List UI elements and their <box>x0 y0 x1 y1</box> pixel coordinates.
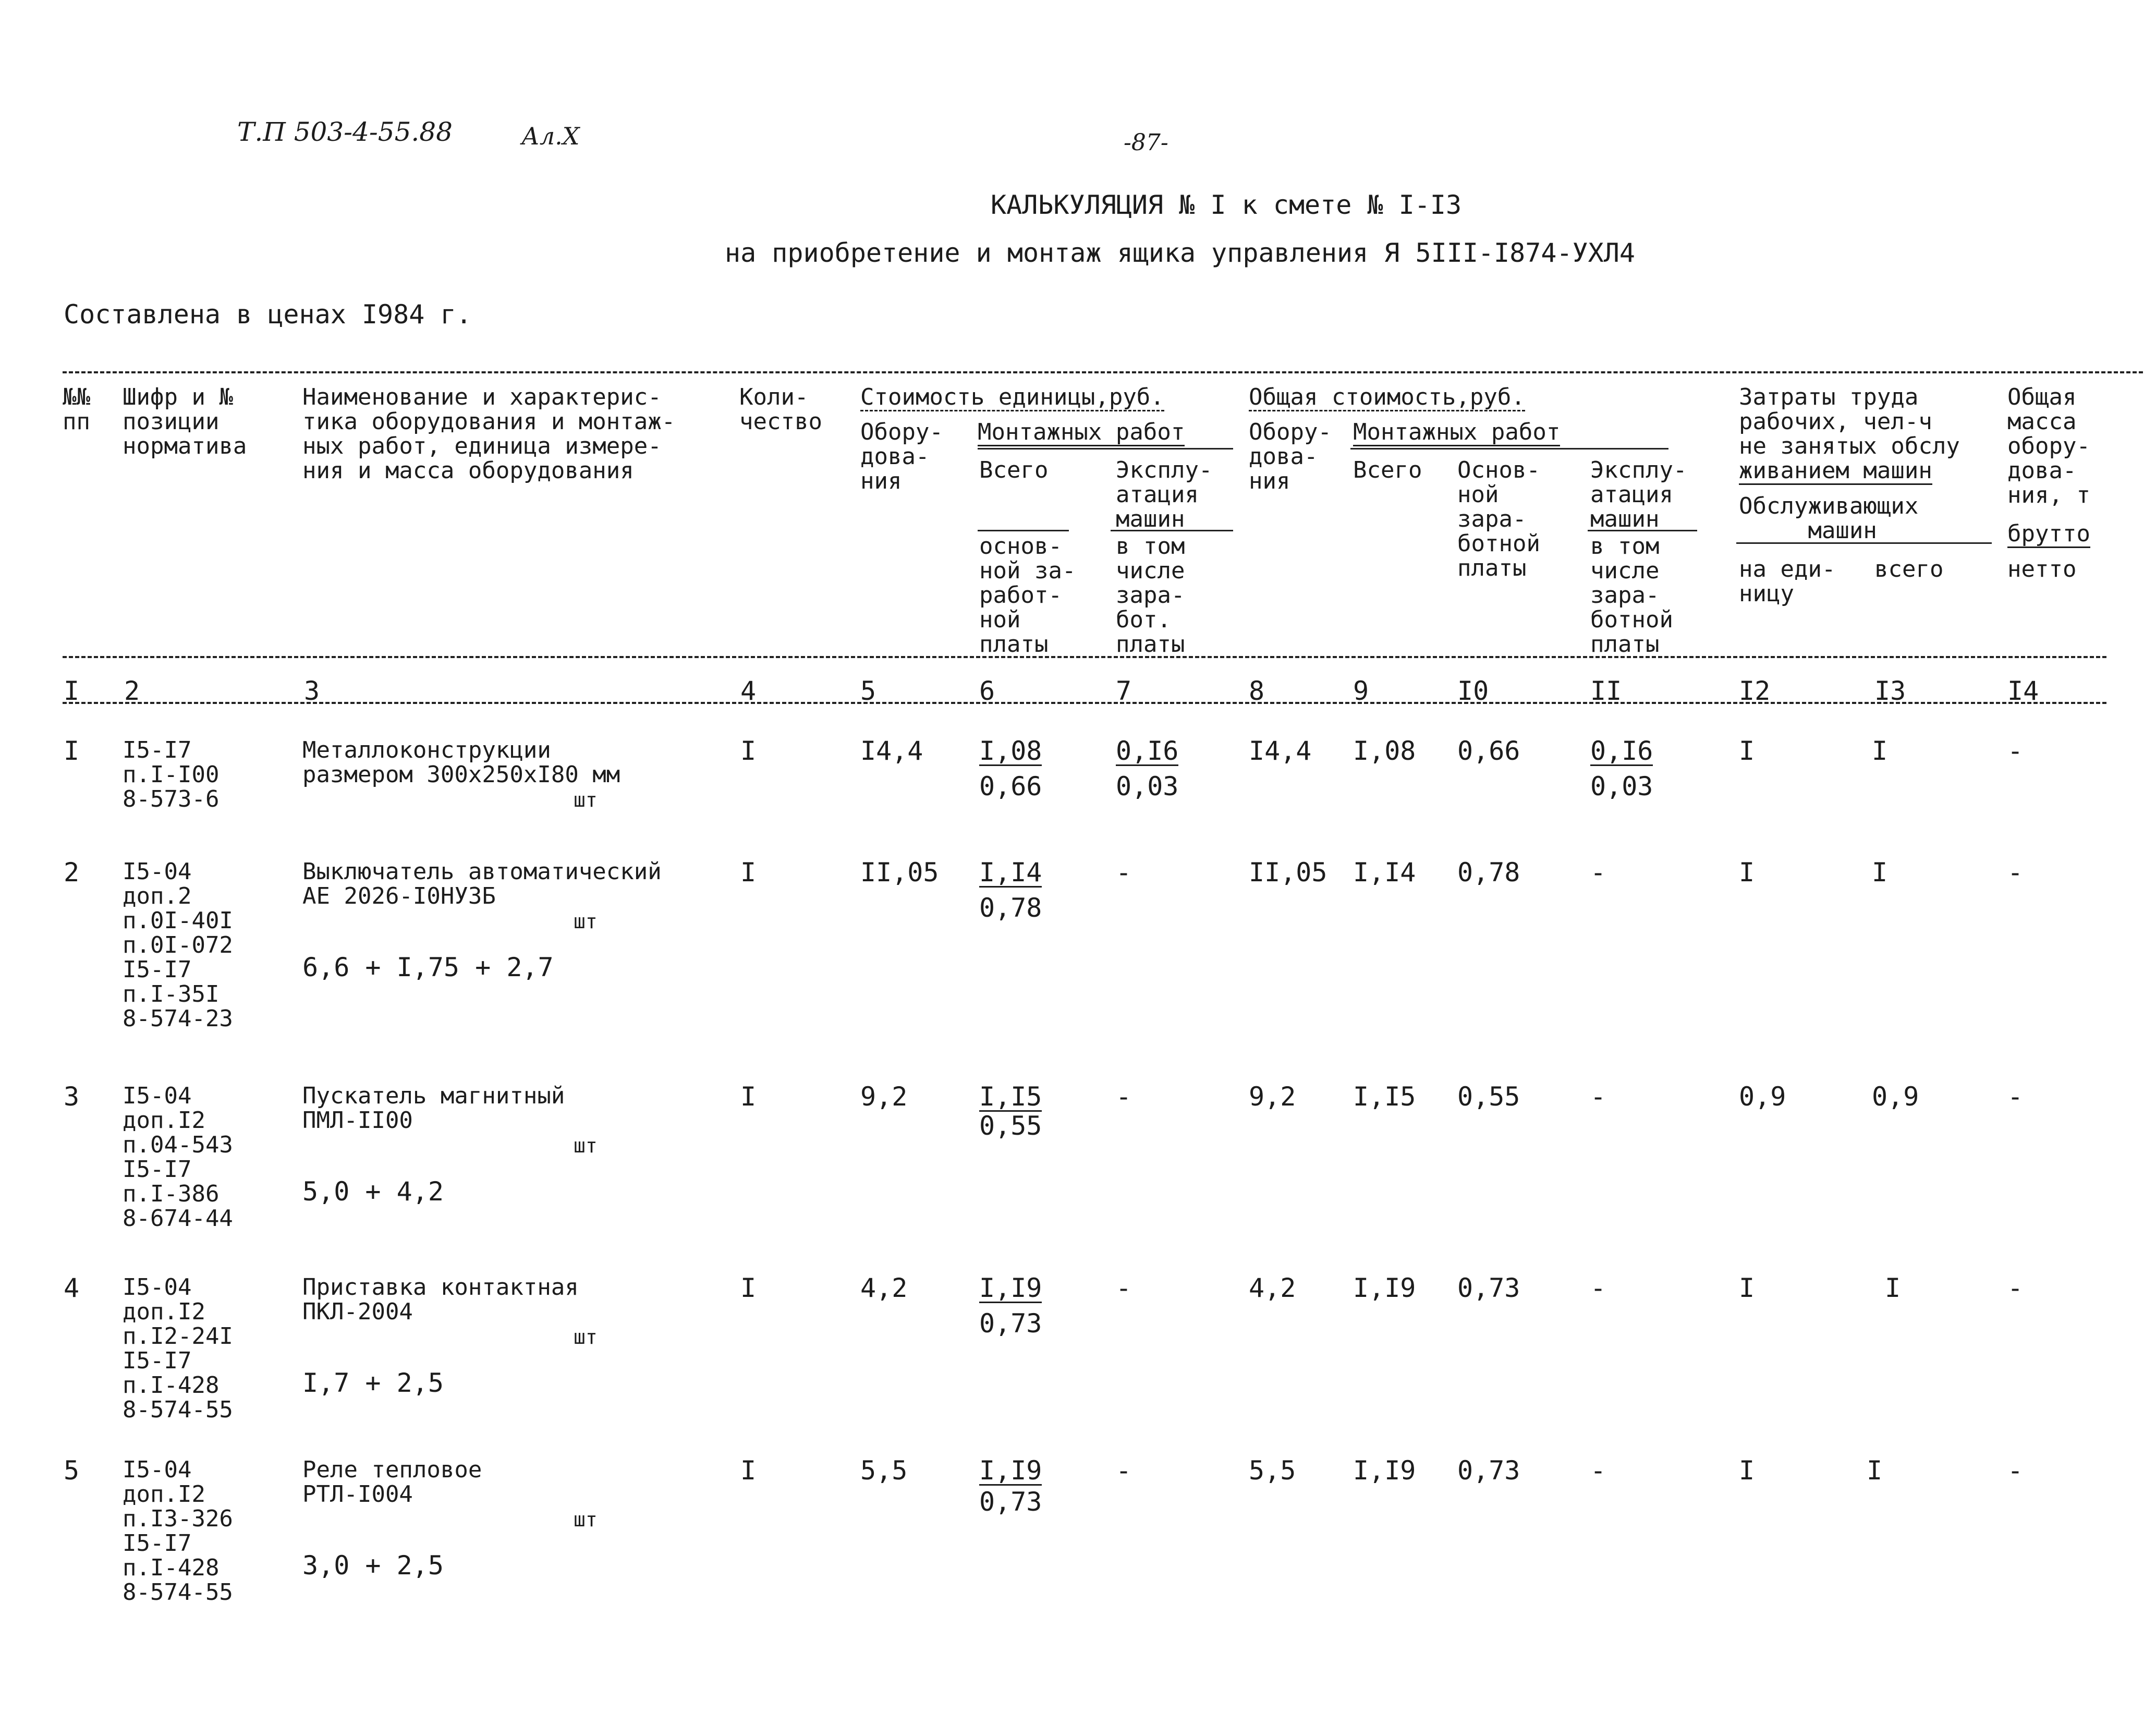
row-machines: - <box>1116 1273 1132 1303</box>
row-total-mount: I,I9 <box>1353 1273 1416 1303</box>
header-all: всего <box>1874 556 1944 582</box>
header-num: №№ пп <box>63 384 90 435</box>
row-mass: - <box>2007 857 2024 888</box>
row-num: 3 <box>64 1082 80 1112</box>
table-row <box>0 1275 2156 1442</box>
row-mount-wage: 0,66 <box>979 771 1042 801</box>
header-labor: Затраты труда рабочих, чел-ч не занятых обслу <box>1739 384 1960 459</box>
row-mount-wage: 0,73 <box>979 1487 1042 1517</box>
row-machines: - <box>1116 1082 1132 1112</box>
header-basic-wage-2: Основ- ной зара- ботной платы <box>1457 457 1540 581</box>
row-machines-wage: 0,03 <box>1116 771 1179 801</box>
machines-2-underline <box>1588 530 1697 531</box>
row-total-machines-wage: 0,03 <box>1590 771 1653 801</box>
colnum-12: I2 <box>1739 676 1771 706</box>
header-labor-unoccupied: живанием машин <box>1739 457 1932 484</box>
header-total: Всего <box>979 457 1049 483</box>
row-labor-unit: I <box>1739 736 1755 766</box>
row-code: I5-04 доп.I2 п.04-543 I5-I7 п.I-386 8-674-44 <box>123 1083 233 1232</box>
row-machines: - <box>1116 1455 1132 1486</box>
row-num: 5 <box>64 1455 80 1486</box>
row-total-wage: 0,73 <box>1457 1273 1520 1303</box>
total-underline <box>978 530 1069 531</box>
colnum-8: 8 <box>1249 676 1265 706</box>
row-total-wage: 0,55 <box>1457 1082 1520 1112</box>
row-code: I5-04 доп.I2 п.I2-24I I5-I7 п.I-428 8-574-55 <box>123 1274 233 1423</box>
colnum-5: 5 <box>860 676 876 706</box>
row-code: I5-I7 п.I-I00 8-573-6 <box>123 737 220 812</box>
row-equip-cost: I4,4 <box>860 736 923 766</box>
header-machines-2: Эксплу- атация машин <box>1590 457 1687 532</box>
row-mount-wage: 0,73 <box>979 1308 1042 1339</box>
row-name: Реле тепловое РТЛ-I004 <box>302 1456 482 1508</box>
colnum-9: 9 <box>1353 676 1369 706</box>
table-row <box>0 859 2156 1047</box>
row-labor-unit: I <box>1739 857 1755 888</box>
row-total-machines: 0,I6 <box>1590 736 1653 766</box>
colnum-4: 4 <box>740 676 757 706</box>
row-total-equip: 4,2 <box>1249 1273 1296 1303</box>
row-total-wage: 0,78 <box>1457 857 1520 888</box>
row-formula: 6,6 + I,75 + 2,7 <box>302 952 554 982</box>
header-mass: Общая масса обору- дова- ния, т <box>2007 384 2090 508</box>
row-labor-total: I <box>1872 857 1888 888</box>
header-incl-wage: в том числе зара- бот. платы <box>1116 533 1185 658</box>
header-qty: Коли- чество <box>739 384 822 435</box>
row-formula: I,7 + 2,5 <box>302 1368 444 1398</box>
table-row <box>0 1457 2156 1624</box>
row-total-machines: - <box>1590 1082 1606 1112</box>
row-labor-unit: I <box>1739 1273 1755 1303</box>
header-basic-wage: основ- ной за- работ- ной платы <box>979 533 1076 658</box>
page-subtitle: на приобретение и монтаж ящика управления Я 5III-I874-УХЛ4 <box>725 238 1635 268</box>
row-formula: 3,0 + 2,5 <box>302 1550 444 1581</box>
row-equip-cost: 4,2 <box>860 1273 908 1303</box>
row-labor-total: 0,9 <box>1872 1082 1919 1112</box>
row-mount-total: I,I4 <box>979 857 1042 888</box>
row-name: Металлоконструкции размером 300х250хI80 мм <box>302 737 620 788</box>
row-name: Выключатель автоматический АЕ 2026-I0НУ3Б <box>302 858 662 909</box>
page-title: КАЛЬКУЛЯЦИЯ № I к смете № I-I3 <box>991 190 1462 220</box>
header-serving-machines: Обслуживающих машин <box>1739 493 1919 544</box>
row-mass: - <box>2007 1273 2024 1303</box>
colnum-13: I3 <box>1874 676 1906 706</box>
table-row <box>0 738 2156 868</box>
row-code: I5-04 доп.I2 п.I3-326 I5-I7 п.I-428 8-574-55 <box>123 1456 233 1606</box>
mount-works-underline <box>978 448 1233 450</box>
row-machines: 0,I6 <box>1116 736 1179 766</box>
row-num: 2 <box>64 857 80 888</box>
row-qty: I <box>740 1082 757 1112</box>
row-name: Приставка контактная ПКЛ-2004 <box>302 1274 579 1325</box>
row-total-mount: I,08 <box>1353 736 1416 766</box>
row-total-equip: I4,4 <box>1249 736 1312 766</box>
row-unit: шт <box>574 1134 598 1157</box>
row-mount-total: I,I5 <box>979 1082 1042 1112</box>
row-total-wage: 0,73 <box>1457 1455 1520 1486</box>
header-net: нетто <box>2007 556 2077 582</box>
header-name: Наименование и характерис- тика оборудования и монтаж- ных работ, единица измере- ния и масса оборудования <box>302 384 676 484</box>
row-total-wage: 0,66 <box>1457 736 1520 766</box>
header-gross: брутто <box>2007 520 2090 547</box>
row-labor-unit: I <box>1739 1455 1755 1486</box>
album-number: Ал.Х <box>521 122 580 150</box>
row-qty: I <box>740 1273 757 1303</box>
header-per-unit: на еди- ницу <box>1739 556 1836 607</box>
row-formula: 5,0 + 4,2 <box>302 1176 444 1207</box>
row-mass: - <box>2007 736 2024 766</box>
colnum-6: 6 <box>979 676 995 706</box>
row-unit: шт <box>574 1508 598 1531</box>
machines-underline <box>1111 530 1233 531</box>
colnum-11: II <box>1590 676 1622 706</box>
row-total-mount: I,I4 <box>1353 857 1416 888</box>
row-code: I5-04 доп.2 п.0I-40I п.0I-072 I5-I7 п.I-35I 8-574-23 <box>123 858 233 1032</box>
page-number: -87- <box>1124 129 1168 156</box>
row-total-mount: I,I9 <box>1353 1455 1416 1486</box>
colnum-2: 2 <box>124 676 140 706</box>
row-unit: шт <box>574 1326 598 1349</box>
serving-underline <box>1736 542 1992 544</box>
row-unit: шт <box>574 788 598 811</box>
row-total-mount: I,I5 <box>1353 1082 1416 1112</box>
row-num: 4 <box>64 1273 80 1303</box>
header-code: Шифр и № позиции норматива <box>123 384 247 459</box>
row-name: Пускатель магнитный ПМЛ-II00 <box>302 1083 565 1134</box>
row-labor-total: I <box>1867 1455 1883 1486</box>
header-unit-cost: Стоимость единицы,руб. <box>860 384 1164 410</box>
row-mount-wage: 0,78 <box>979 893 1042 923</box>
mount-works-total-underline <box>1350 448 1668 450</box>
document-code: Т.П 503-4-55.88 <box>237 117 453 147</box>
header-mount-works-total: Монтажных работ <box>1353 419 1561 445</box>
row-mass: - <box>2007 1082 2024 1112</box>
row-total-machines: - <box>1590 1455 1606 1486</box>
row-mount-total: I,I9 <box>979 1273 1042 1303</box>
header-total-cost: Общая стоимость,руб. <box>1249 384 1525 410</box>
row-total-equip: 9,2 <box>1249 1082 1296 1112</box>
row-labor-total: I <box>1885 1273 1901 1303</box>
colnum-10: I0 <box>1457 676 1489 706</box>
colnum-bottom-rule <box>63 702 2106 704</box>
header-equipment: Обору- дова- ния <box>860 419 943 494</box>
row-mount-wage: 0,55 <box>979 1111 1042 1141</box>
row-equip-cost: 9,2 <box>860 1082 908 1112</box>
row-qty: I <box>740 857 757 888</box>
price-basis: Составлена в ценах I984 г. <box>64 299 472 330</box>
row-total-equip: II,05 <box>1249 857 1327 888</box>
row-mass: - <box>2007 1455 2024 1486</box>
header-incl-wage-2: в том числе зара- ботной платы <box>1590 533 1673 658</box>
table-row <box>0 1084 2156 1250</box>
colnum-1: I <box>64 676 80 706</box>
row-mount-total: I,08 <box>979 736 1042 766</box>
row-unit: шт <box>574 910 598 933</box>
row-equip-cost: 5,5 <box>860 1455 908 1486</box>
header-equipment-total: Обору- дова- ния <box>1249 419 1332 494</box>
row-total-machines: - <box>1590 857 1606 888</box>
row-mount-total: I,I9 <box>979 1455 1042 1486</box>
row-qty: I <box>740 1455 757 1486</box>
row-machines: - <box>1116 857 1132 888</box>
header-top-rule <box>63 371 2143 373</box>
row-num: I <box>64 736 80 766</box>
colnum-14: I4 <box>2007 676 2039 706</box>
header-bottom-rule <box>63 656 2106 658</box>
row-labor-unit: 0,9 <box>1739 1082 1786 1112</box>
row-equip-cost: II,05 <box>860 857 939 888</box>
header-machines: Эксплу- атация машин <box>1116 457 1213 532</box>
colnum-3: 3 <box>304 676 320 706</box>
colnum-7: 7 <box>1116 676 1132 706</box>
header-mount-works: Монтажных работ <box>978 419 1185 445</box>
row-labor-total: I <box>1872 736 1888 766</box>
header-total-2: Всего <box>1353 457 1422 483</box>
row-total-machines: - <box>1590 1273 1606 1303</box>
row-qty: I <box>740 736 757 766</box>
row-total-equip: 5,5 <box>1249 1455 1296 1486</box>
